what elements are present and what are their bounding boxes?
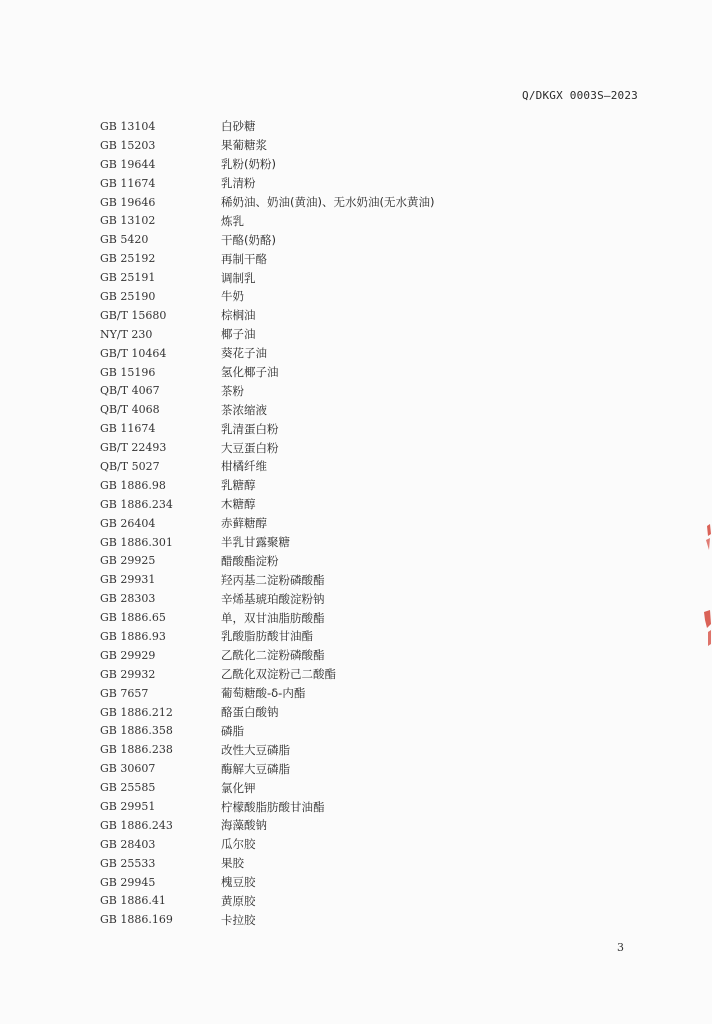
standard-row <box>100 325 520 344</box>
standard-row <box>100 155 520 174</box>
standard-row <box>100 816 520 835</box>
standard-code: GB 11674 <box>100 176 156 190</box>
standard-code: GB/T 15680 <box>100 308 167 322</box>
standard-name: 氢化椰子油 <box>221 365 279 380</box>
standard-row <box>100 570 520 589</box>
standard-name: 白砂糖 <box>221 119 256 134</box>
standard-row <box>100 646 520 665</box>
standard-name: 半乳甘露聚糖 <box>221 535 290 550</box>
standard-name: 干酪(奶酪) <box>221 232 276 247</box>
standard-name: 卡拉胶 <box>221 912 256 927</box>
standard-row <box>100 495 520 514</box>
standard-name: 酪蛋白酸钠 <box>221 705 279 720</box>
standard-name: 磷脂 <box>221 723 244 738</box>
standard-code: GB 1886.41 <box>100 894 166 908</box>
standard-code: GB 1886.98 <box>100 478 166 492</box>
standard-code: GB 1886.301 <box>100 535 173 549</box>
standard-name: 果胶 <box>221 856 244 871</box>
standard-row <box>100 910 520 929</box>
standard-code: GB 1886.358 <box>100 724 173 738</box>
standard-row <box>100 306 520 325</box>
standard-code: GB 13102 <box>100 214 156 228</box>
standard-code: GB 29931 <box>100 573 156 587</box>
standard-row <box>100 533 520 552</box>
standard-code: GB 7657 <box>100 686 149 700</box>
standard-name: 果葡糖浆 <box>221 138 267 153</box>
standard-name: 瓜尔胶 <box>221 837 256 852</box>
standard-name: 槐豆胶 <box>221 875 256 890</box>
standard-code: GB 29929 <box>100 648 156 662</box>
standard-code: GB/T 22493 <box>100 441 167 455</box>
standard-row <box>100 363 520 382</box>
standard-name: 乳清蛋白粉 <box>221 421 279 436</box>
standard-row <box>100 551 520 570</box>
standard-name: 乳酸脂肪酸甘油酯 <box>221 629 313 644</box>
standard-name: 葡萄糖酸-δ-内酯 <box>221 686 306 701</box>
standards-list <box>100 117 520 929</box>
standard-name: 乙酰化双淀粉己二酸酯 <box>221 667 336 682</box>
standard-code: GB 25533 <box>100 856 156 870</box>
standard-name: 羟丙基二淀粉磷酸酯 <box>221 572 325 587</box>
standard-row <box>100 193 520 212</box>
standard-row <box>100 835 520 854</box>
standard-row <box>100 627 520 646</box>
standard-row <box>100 665 520 684</box>
standard-row <box>100 381 520 400</box>
standard-code: GB 5420 <box>100 233 149 247</box>
standard-row <box>100 873 520 892</box>
standard-code: QB/T 4068 <box>100 403 160 417</box>
standard-name: 赤藓糖醇 <box>221 516 267 531</box>
standard-row <box>100 249 520 268</box>
standard-code: GB 15196 <box>100 365 156 379</box>
standard-row <box>100 684 520 703</box>
standard-row <box>100 174 520 193</box>
standard-code: GB 25192 <box>100 252 156 266</box>
standard-code: GB 29945 <box>100 875 156 889</box>
standard-row <box>100 589 520 608</box>
standard-row <box>100 854 520 873</box>
standard-name: 木糖醇 <box>221 497 256 512</box>
standard-code: GB/T 10464 <box>100 346 167 360</box>
standard-name: 酶解大豆磷脂 <box>221 761 290 776</box>
standard-name: 醋酸酯淀粉 <box>221 553 279 568</box>
standard-name: 黄原胶 <box>221 893 256 908</box>
standard-name: 辛烯基琥珀酸淀粉钠 <box>221 591 325 606</box>
standard-code: GB 25191 <box>100 271 156 285</box>
standard-code: GB 1886.234 <box>100 497 173 511</box>
document-code: Q/DKGX 0003S—2023 <box>522 89 638 102</box>
standard-name: 棕榈油 <box>221 308 256 323</box>
standard-code: GB 28403 <box>100 837 156 851</box>
standard-row <box>100 703 520 722</box>
standard-code: GB 29925 <box>100 554 156 568</box>
standard-code: GB 13104 <box>100 119 156 133</box>
page-number: 3 <box>617 941 624 954</box>
standard-row <box>100 400 520 419</box>
standard-row <box>100 740 520 759</box>
standard-name: 乙酰化二淀粉磷酸酯 <box>221 648 325 663</box>
standard-row <box>100 136 520 155</box>
standard-name: 柑橘纤维 <box>221 459 267 474</box>
standard-row <box>100 457 520 476</box>
standard-code: GB 30607 <box>100 762 156 776</box>
standard-row <box>100 287 520 306</box>
standard-name: 茶浓缩液 <box>221 402 267 417</box>
standard-code: GB 15203 <box>100 138 156 152</box>
standard-code: GB 28303 <box>100 592 156 606</box>
standard-row <box>100 230 520 249</box>
standard-code: GB 1886.238 <box>100 743 173 757</box>
standard-name: 牛奶 <box>221 289 244 304</box>
standard-row <box>100 797 520 816</box>
standard-code: GB 29932 <box>100 667 156 681</box>
standard-name: 氯化钾 <box>221 780 256 795</box>
standard-name: 乳粉(奶粉) <box>221 157 276 172</box>
standard-row <box>100 117 520 136</box>
standard-code: GB 25585 <box>100 781 156 795</box>
standard-code: GB 19646 <box>100 195 156 209</box>
standard-code: GB 1886.93 <box>100 629 166 643</box>
standard-name: 单，双甘油脂肪酸酯 <box>221 610 325 625</box>
standard-code: GB 1886.243 <box>100 818 173 832</box>
standard-row <box>100 722 520 741</box>
standard-name: 改性大豆磷脂 <box>221 742 290 757</box>
standard-row <box>100 759 520 778</box>
standard-code: GB 19644 <box>100 157 156 171</box>
standard-code: QB/T 4067 <box>100 384 160 398</box>
standard-row <box>100 268 520 287</box>
standard-name: 海藻酸钠 <box>221 818 267 833</box>
standard-code: NY/T 230 <box>100 327 153 341</box>
standard-code: QB/T 5027 <box>100 459 160 473</box>
standard-name: 乳糖醇 <box>221 478 256 493</box>
standard-name: 柠檬酸脂肪酸甘油酯 <box>221 799 325 814</box>
standard-name: 再制干酪 <box>221 251 267 266</box>
standard-code: GB 29951 <box>100 800 156 813</box>
standard-name: 炼乳 <box>221 213 244 228</box>
standard-name: 调制乳 <box>221 270 256 285</box>
standard-row <box>100 344 520 363</box>
standard-code: GB 25190 <box>100 289 156 303</box>
standard-code: GB 11674 <box>100 422 156 436</box>
standard-row <box>100 211 520 230</box>
standard-name: 椰子油 <box>221 327 256 342</box>
red-stamp-edge <box>698 520 712 660</box>
standard-row <box>100 438 520 457</box>
standard-code: GB 26404 <box>100 516 156 530</box>
standard-row <box>100 892 520 911</box>
standard-code: GB 1886.212 <box>100 705 173 719</box>
standard-row <box>100 514 520 533</box>
standard-code: GB 1886.65 <box>100 611 166 625</box>
standard-name: 稀奶油、奶油(黄油)、无水奶油(无水黄油) <box>221 195 435 209</box>
standard-name: 大豆蛋白粉 <box>221 440 279 455</box>
standard-name: 茶粉 <box>221 383 244 398</box>
standard-name: 葵花子油 <box>221 346 267 361</box>
standard-row <box>100 778 520 797</box>
standard-name: 乳清粉 <box>221 176 256 191</box>
standard-row <box>100 476 520 495</box>
standard-row <box>100 419 520 438</box>
standard-code: GB 1886.169 <box>100 913 173 927</box>
standard-row <box>100 608 520 627</box>
